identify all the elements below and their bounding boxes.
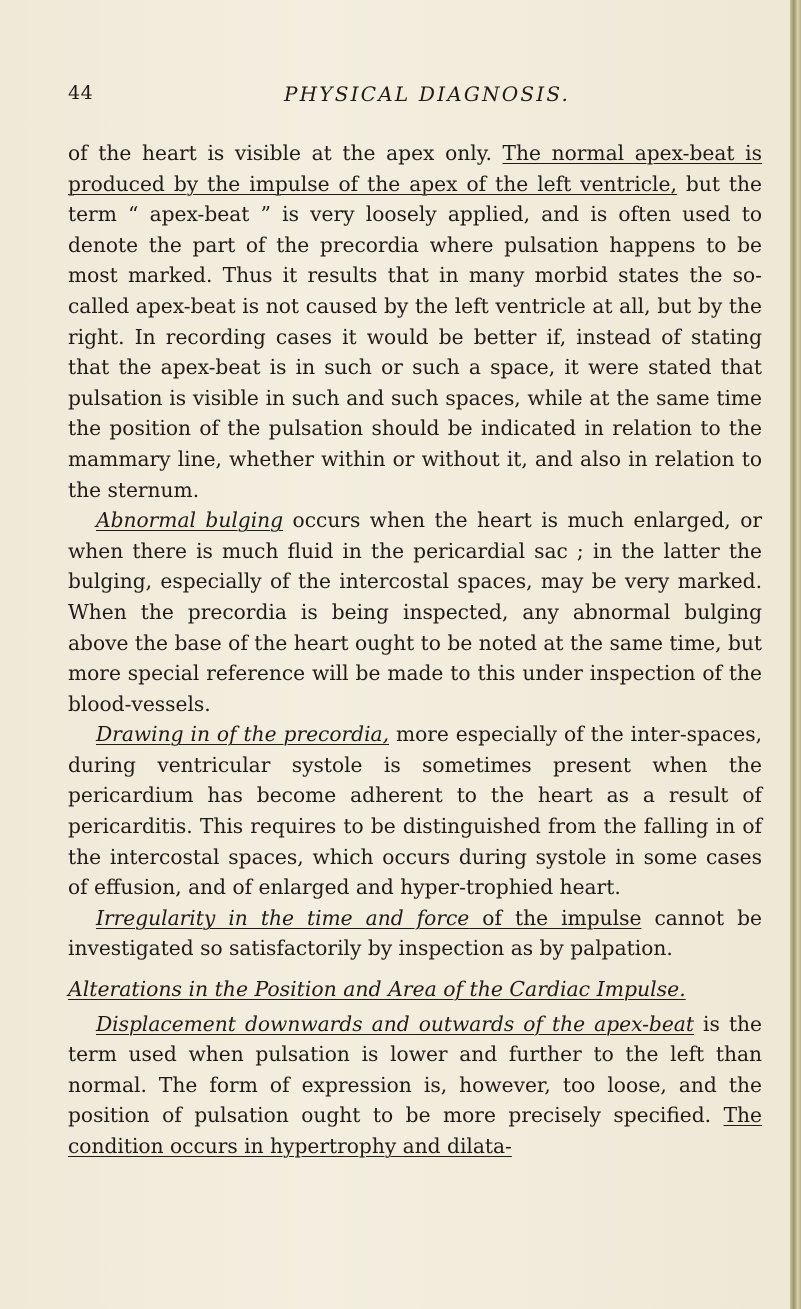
paragraph-text: more especially of the inter-spaces, during ventricular systole is sometimes present when the pericardium has become adherent to the heart as a result of pericarditis. This requires to be distinguished from the falling in of the intercostal spaces, which occurs during systole in some cases of effusion, and of enlarged and hyper-trophied heart. bbox=[68, 722, 762, 900]
paragraph-apex-beat bbox=[68, 138, 762, 505]
paragraph-lead: Drawing in of the precordia, bbox=[96, 722, 389, 747]
paragraph-abnormal-bulging bbox=[68, 505, 762, 719]
paragraph-text: occurs when the heart is much enlarged, or when there is much fluid in the pericardial sac ; in the latter the bulging, especially of the intercostal spaces, may be very marked. When the precordia is being inspected, any abnormal bulging above the base of the heart ought to be noted at the same time, but more special reference will be made to this under inspection of the blood-vessels. bbox=[68, 508, 762, 716]
page-edge bbox=[790, 0, 801, 1309]
paragraph-lead: Displacement downwards and outwards of the apex-beat bbox=[96, 1011, 694, 1036]
running-head: PHYSICAL DIAGNOSIS. bbox=[284, 82, 571, 106]
paragraph-text: is the term used when pulsation is lower and further to the left than normal. The form of expression is, however, too loose, and the position of pulsation ought to be more precisely specified. bbox=[68, 1011, 763, 1128]
paragraph-irregularity bbox=[68, 903, 762, 964]
underlined-passage: The normal apex-beat is produced by the impulse of the apex of the left ventricle, bbox=[68, 141, 762, 196]
paragraph-text: but the term “ apex-beat ” is very loosely applied, and is often used to denote the part of the precordia where pulsation happens to be most marked. Thus it results that in many morbid states the so-called apex-beat is not caused by the left ventricle at all, but by the right. In recording cases it would be better if, instead of stating that the apex-beat is in such or such a space, it were stated that pulsation is visible in such and such spaces, while at the same time the position of the pulsation should be indicated in relation to the mammary line, whether within or without it, and also in relation to the sternum. bbox=[68, 171, 762, 502]
underlined-passage: The condition occurs in hypertrophy and dilata- bbox=[68, 1103, 762, 1158]
paragraph-lead: Abnormal bulging bbox=[96, 508, 284, 533]
paragraph-drawing-in bbox=[68, 719, 762, 903]
page-number: 44 bbox=[68, 82, 94, 104]
section-heading: Alterations in the Position and Area of the Cardiac Impulse. bbox=[68, 977, 686, 1002]
paragraph-lead: Irregularity in the time and force bbox=[96, 905, 470, 930]
page-body bbox=[68, 138, 762, 1162]
paragraph-text: cannot be investigated so satisfactorily by inspection as by palpation. bbox=[68, 905, 762, 961]
paragraph-text: of the heart is visible at the apex only. bbox=[68, 141, 503, 165]
page-header bbox=[0, 82, 790, 112]
underlined-passage: of the impulse bbox=[469, 905, 642, 930]
paragraph-displacement bbox=[68, 1009, 762, 1162]
